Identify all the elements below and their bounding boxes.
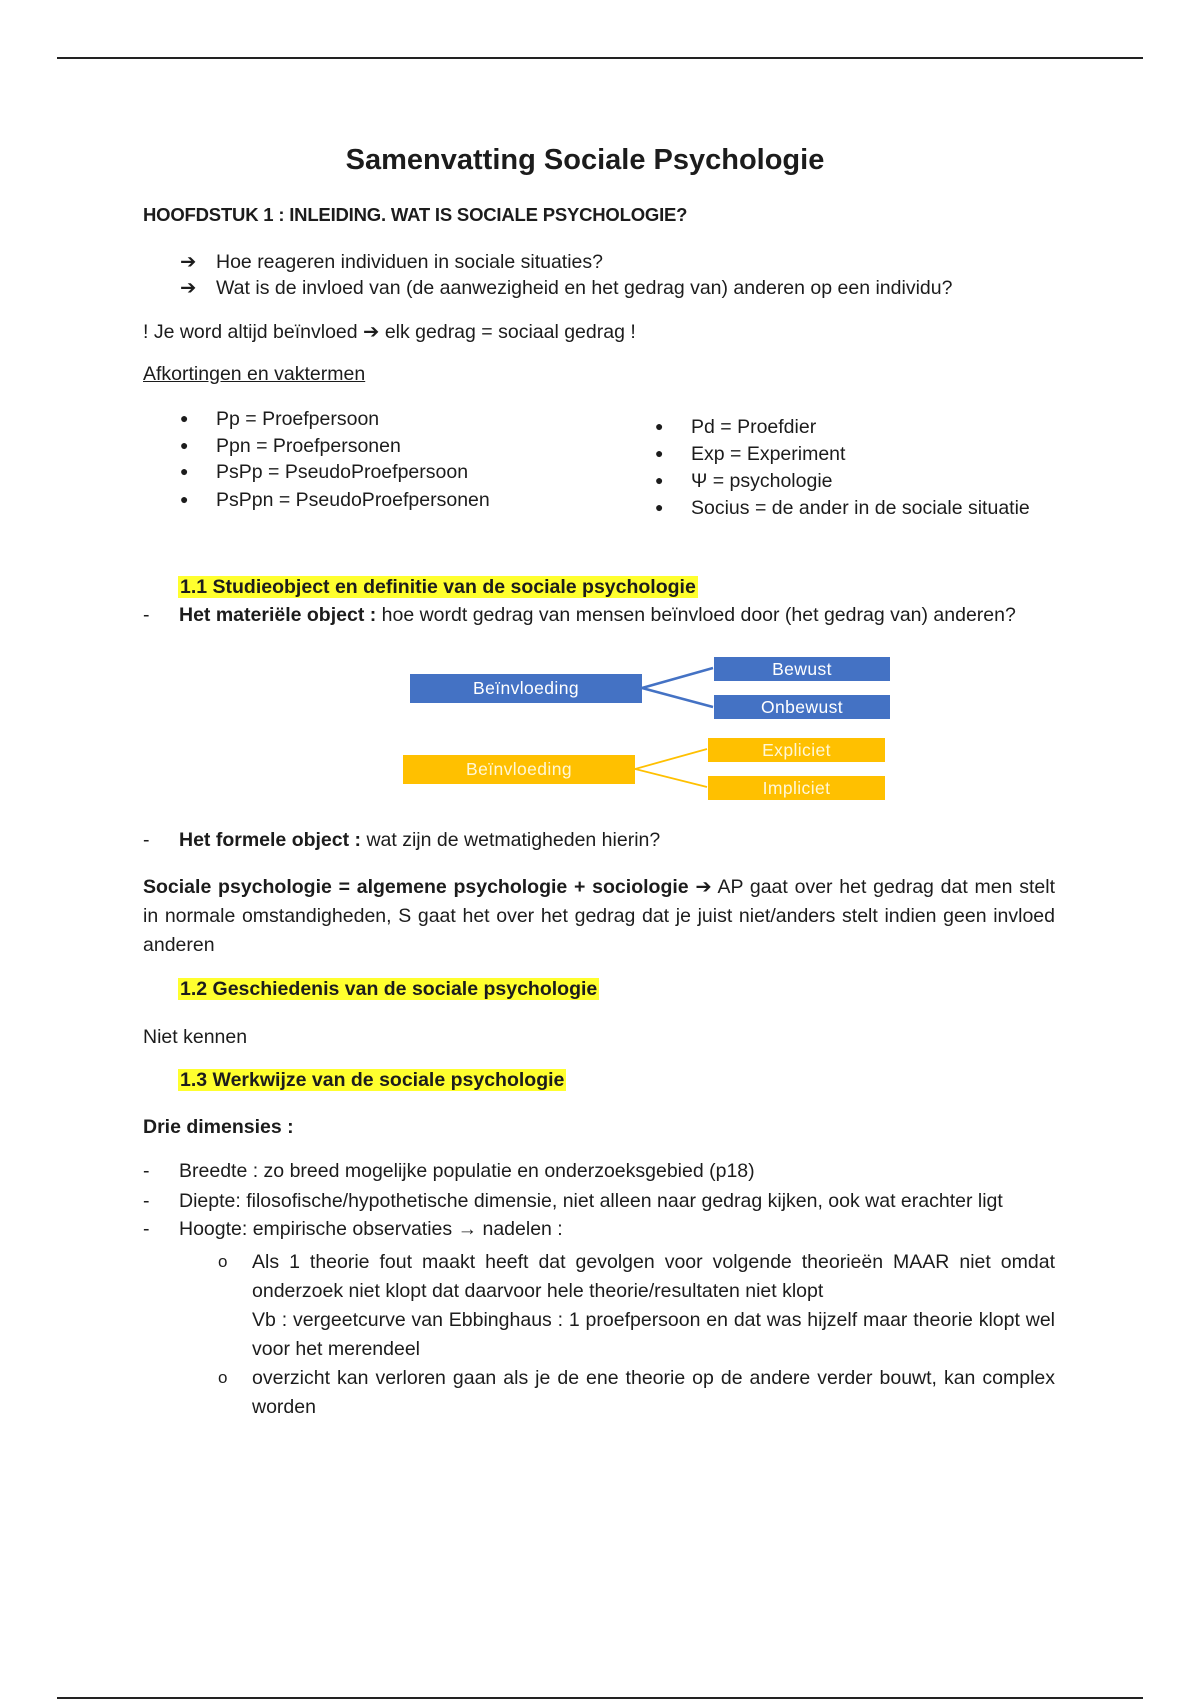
list-item: ● PsPpn = PseudoProefpersonen [180, 489, 490, 511]
arrow-icon: ➔ [363, 321, 380, 343]
bullet-icon: ● [180, 491, 189, 507]
bullet-icon: ● [180, 437, 189, 453]
intro-question: ➔ Wat is de invloed van (de aanwezigheid en het gedrag van) anderen op een individu? [180, 277, 953, 299]
bullet-icon: ● [655, 472, 664, 488]
history-note: Niet kennen [143, 1026, 248, 1048]
arrow-icon: ➔ [180, 277, 197, 299]
key-note: ! Je word altijd beïnvloed ➔ elk gedrag = sociaal gedrag ! [143, 321, 636, 343]
section-heading-1-3: 1.3 Werkwijze van de sociale psychologie [180, 1069, 565, 1091]
arrow-icon: ➔ [695, 876, 712, 898]
dimension-item: - Breedte : zo breed mogelijke populatie en onderzoeksgebied (p18) [143, 1160, 755, 1182]
list-item: ● Ppn = Proefpersonen [180, 435, 401, 457]
header-rule [57, 57, 1143, 59]
section-heading-1-2: 1.2 Geschiedenis van de sociale psychologie [180, 978, 598, 1000]
bullet-icon: ● [655, 445, 664, 461]
material-object: - Het materiële object : hoe wordt gedrag van mensen beïnvloed door (het gedrag van) anderen? [143, 604, 1016, 626]
chapter-heading: HOOFDSTUK 1 : INLEIDING. WAT IS SOCIALE PSYCHOLOGIE? [143, 204, 688, 225]
arrow-icon: ➔ [180, 251, 197, 273]
diagram-node-impliciet: Impliciet [708, 776, 885, 800]
drawback-item: Als 1 theorie fout maakt heeft dat gevolgen voor volgende theorieën MAAR niet omdat onderzoek niet klopt dat daarvoor hele theorie/resultaten niet klopt Vb : vergeetcurve van Ebbinghaus : 1 proefpersoon en dat was hijzelf maar theorie klopt wel voor het merendeel [252, 1251, 1055, 1360]
dimension-item: - Hoogte: empirische observaties → nadelen : [143, 1218, 563, 1240]
intro-question: ➔ Hoe reageren individuen in sociale situaties? [180, 251, 603, 273]
abbreviations-heading: Afkortingen en vaktermen [143, 363, 366, 385]
diagram-node-bewust: Bewust [714, 657, 890, 681]
sub-bullet-icon: o [218, 1368, 228, 1387]
bullet-icon: ● [655, 499, 664, 515]
document-title: Samenvatting Sociale Psychologie [345, 144, 825, 176]
footer-rule [57, 1697, 1143, 1699]
list-item: ● Ψ = psychologie [655, 470, 833, 492]
list-item: ● Exp = Experiment [655, 443, 846, 465]
diagram-node-expliciet: Expliciet [708, 738, 885, 762]
arrow-icon: → [457, 1218, 478, 1240]
dimension-item: - Diepte: filosofische/hypothetische dimensie, niet alleen naar gedrag kijken, ook wat erachter ligt [143, 1190, 1003, 1212]
section-heading-1-1: 1.1 Studieobject en definitie van de sociale psychologie [180, 576, 696, 598]
diagram-node-onbewust: Onbewust [714, 695, 890, 719]
bullet-icon: ● [655, 418, 664, 434]
diagram-node-blue-root: Beïnvloeding [410, 674, 642, 703]
diagram-node-gold-root: Beïnvloeding [403, 755, 635, 784]
bullet-icon: ● [180, 410, 189, 426]
sub-bullet-icon: o [218, 1252, 228, 1271]
formal-object: - Het formele object : wat zijn de wetmatigheden hierin? [143, 829, 661, 851]
list-item: ● PsPp = PseudoProefpersoon [180, 461, 469, 483]
list-item: ● Socius = de ander in de sociale situatie [655, 497, 1030, 519]
list-item: ● Pd = Proefdier [655, 416, 817, 438]
drawback-item: overzicht kan verloren gaan als je de ene theorie op de andere verder bouwt, kan complex worden [252, 1367, 1055, 1418]
definition-paragraph: Sociale psychologie = algemene psychologie + sociologie ➔ AP gaat over het gedrag dat men stelt in normale omstandigheden, S gaat het over het gedrag dat je juist niet/anders stelt indien geen invloed anderen [143, 876, 1056, 956]
bullet-icon: ● [180, 463, 189, 479]
list-item: ● Pp = Proefpersoon [180, 408, 380, 430]
dimensions-heading: Drie dimensies : [143, 1116, 294, 1138]
influence-diagram [0, 650, 1200, 810]
